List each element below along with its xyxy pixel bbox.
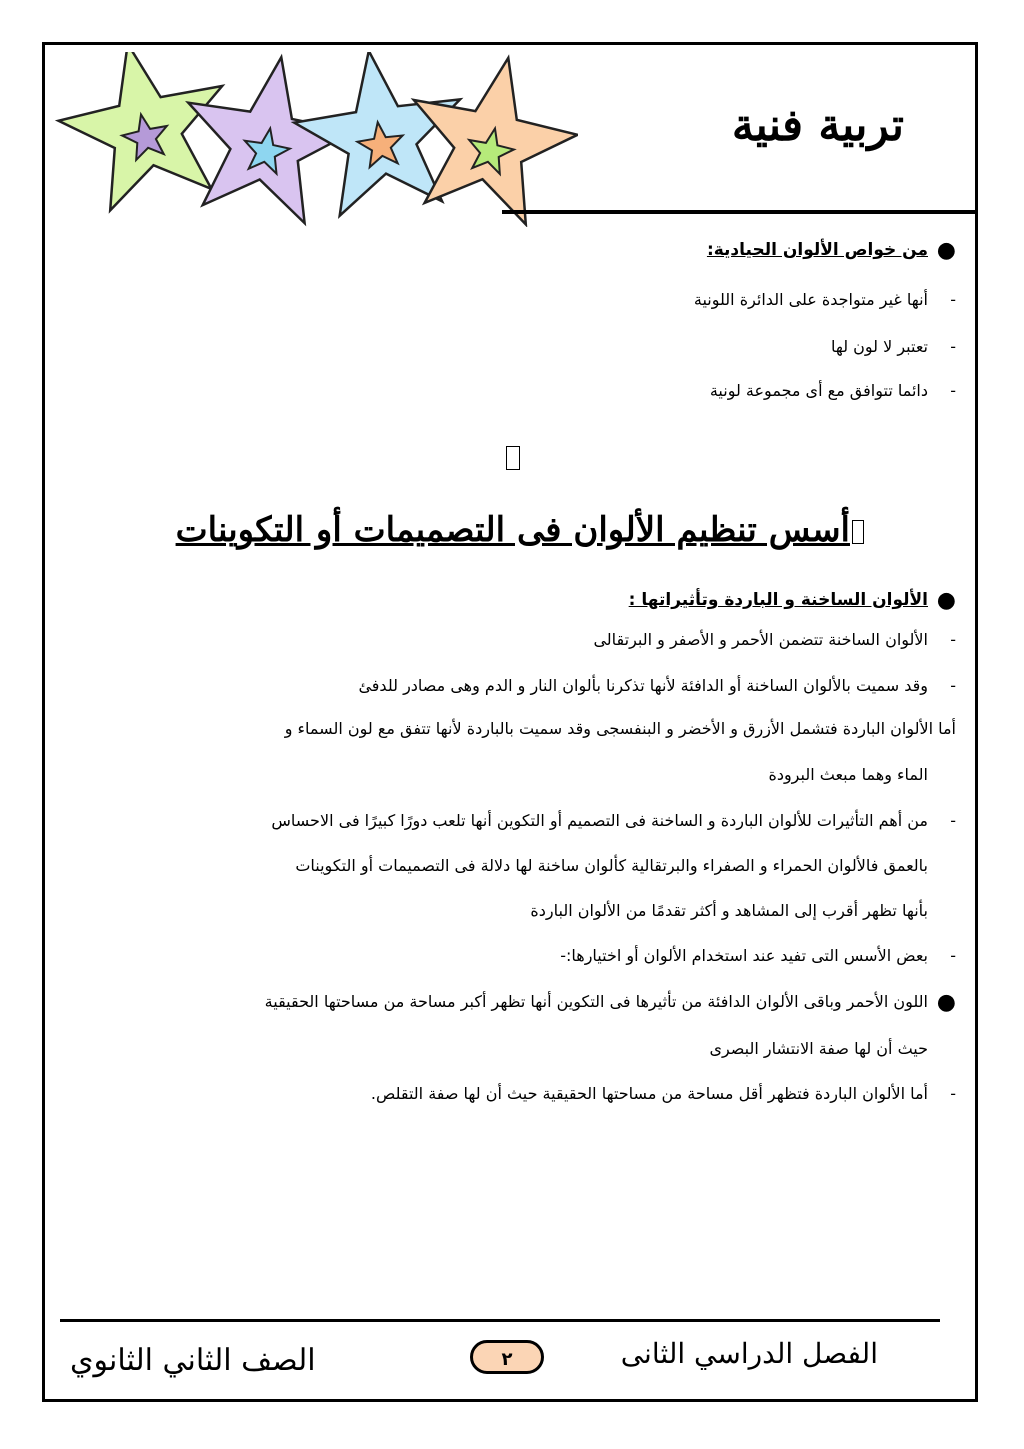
paragraph-text: الماء وهما مبعث البرودة [768,765,928,784]
page-title: تربية فنية [731,100,904,151]
list-item [84,630,956,649]
main-heading-text: أسس تنظيم الألوان فى التصميمات أو التكوينات [175,510,850,550]
page-number-badge: ٢ [470,1340,544,1374]
list-item [84,1084,956,1103]
list-item-continuation [84,901,928,920]
paragraph-line [84,765,928,784]
list-item [84,381,956,400]
placeholder-box-icon [852,520,864,544]
dash-icon: - [950,946,956,965]
list-item [84,811,956,830]
placeholder-box-icon [506,446,520,470]
bullet-item-continuation [84,1039,928,1058]
list-item [84,337,956,356]
paragraph-text: أما الألوان الباردة فتشمل الأزرق و الأخضر و البنفسجى وقد سميت بالباردة لأنها تتفق مع لون السماء و [284,719,956,738]
section-heading [84,238,956,263]
section-heading [84,588,956,613]
footer-semester: الفصل الدراسي الثانى [620,1337,878,1370]
bullet-icon: ● [936,990,956,1015]
list-item-text: أما الألوان الباردة فتظهر أقل مساحة من مساحتها الحقيقية حيث أن لها صفة التقلص. [370,1084,928,1103]
list-item [84,676,956,695]
list-item-continuation [84,856,928,875]
list-item-text: بأنها تظهر أقرب إلى المشاهد و أكثر تقدمًا من الألوان الباردة [530,901,928,920]
dash-icon: - [950,337,956,356]
list-item-text: بعض الأسس التى تفيد عند استخدام الألوان أو اختيارها:- [560,946,928,965]
list-item [84,290,956,309]
heading-text: الألوان الساخنة و الباردة وتأثيراتها : [628,590,928,610]
stars-decoration [48,52,578,227]
bullet-item-text: حيث أن لها صفة الانتشار البصرى [709,1039,928,1058]
bullet-item [84,990,956,1015]
paragraph-line [84,719,956,738]
dash-icon: - [950,381,956,400]
dash-icon: - [950,811,956,830]
title-underline [502,210,976,214]
bullet-icon: ● [936,238,956,263]
heading-text: من خواص الألوان الحيادية: [706,240,928,260]
list-item-text: وقد سميت بالألوان الساخنة أو الدافئة لأنها تذكرنا بألوان النار و الدم وهى مصادر للدفئ [358,676,928,695]
list-item [84,946,956,965]
list-item-text: من أهم التأثيرات للألوان الباردة و الساخنة فى التصميم أو التكوين أنها تلعب دورًا كبيرًا فى الاحساس [271,811,928,830]
list-item-text: بالعمق فالألوان الحمراء و الصفراء والبرتقالية كألوان ساخنة لها دلالة فى التصميمات أو التكوينات [295,856,928,875]
bullet-item-text: اللون الأحمر وباقى الألوان الدافئة من تأثيرها فى التكوين أنها تظهر أكبر مساحة من مساحتها الحقيقية [264,992,928,1011]
footer-grade: الصف الثاني الثانوي [70,1343,316,1378]
footer-divider [60,1319,940,1322]
dash-icon: - [950,290,956,309]
dash-icon: - [950,1084,956,1103]
bullet-icon: ● [936,588,956,613]
list-item-text: أنها غير متواجدة على الدائرة اللونية [693,290,928,309]
list-item-text: دائما تتوافق مع أى مجموعة لونية [709,381,928,400]
list-item-text: تعتبر لا لون لها [830,337,928,356]
main-heading [176,510,864,550]
list-item-text: الألوان الساخنة تتضمن الأحمر و الأصفر و البرتقالى [593,630,928,649]
dash-icon: - [950,630,956,649]
dash-icon: - [950,676,956,695]
